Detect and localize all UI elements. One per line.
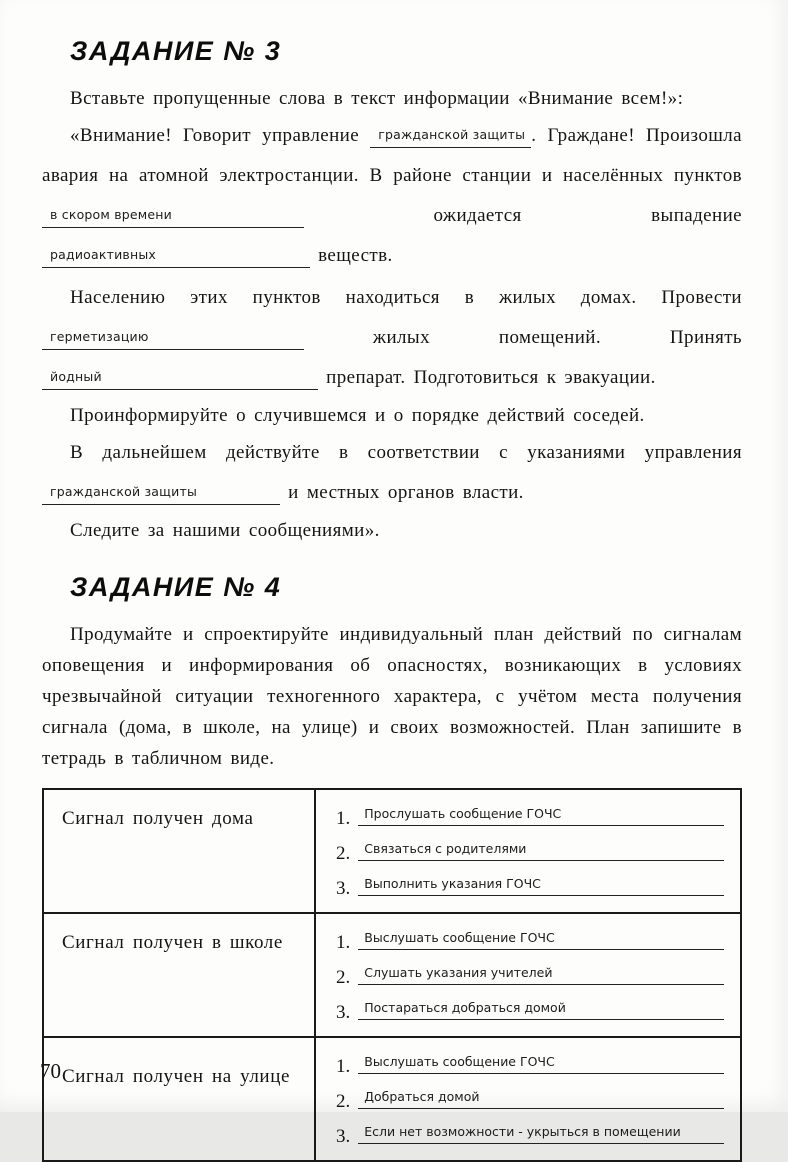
row-label: Сигнал получен дома <box>62 808 254 829</box>
item-number: 1. <box>336 808 351 829</box>
plan-item <box>336 1000 724 1023</box>
plan-item <box>336 876 724 899</box>
fill-in-blank <box>370 126 531 148</box>
handwritten-answer: гражданской защиты <box>378 127 526 142</box>
plan-item <box>336 1089 724 1112</box>
task3-paragraph-3 <box>42 400 742 431</box>
plan-item <box>336 841 724 864</box>
handwritten-answer: Добраться домой <box>364 1089 480 1104</box>
text-segment: . Граждане! Произошла авария на атомной электростанции. В районе станции и населённых пунктов <box>42 125 742 186</box>
row-label: Сигнал получен в школе <box>62 932 283 953</box>
plan-item <box>336 1124 724 1147</box>
answer-line <box>358 1089 724 1109</box>
text-segment: Проинформируйте о случившемся и о порядке действий соседей. <box>70 405 645 426</box>
task3-paragraph-5 <box>42 515 742 546</box>
answer-line <box>358 1054 724 1074</box>
item-number: 1. <box>336 932 351 953</box>
handwritten-answer: йодный <box>50 369 102 384</box>
table-row <box>43 789 741 913</box>
handwritten-answer: в скором времени <box>50 207 173 222</box>
plan-table <box>42 788 742 1162</box>
answer-line <box>358 965 724 985</box>
answer-line <box>358 806 724 826</box>
row-items-cell <box>315 1037 741 1161</box>
row-label-cell <box>43 1037 315 1161</box>
fill-in-blank <box>42 483 280 505</box>
text-segment: жилых помещений. Принять <box>304 327 742 348</box>
task4-intro <box>42 619 742 774</box>
text-segment: В дальнейшем действуйте в соответствии с указаниями управления <box>70 442 742 463</box>
table-row <box>43 1037 741 1161</box>
item-number: 1. <box>336 1056 351 1077</box>
answer-line <box>358 930 724 950</box>
task3-paragraph-2 <box>42 278 742 398</box>
handwritten-answer: Выслушать сообщение ГОЧС <box>364 930 555 945</box>
handwritten-answer: герметизацию <box>50 329 149 344</box>
plan-item <box>336 806 724 829</box>
row-items-cell <box>315 913 741 1037</box>
plan-item <box>336 1054 724 1077</box>
handwritten-answer: Выполнить указания ГОЧС <box>364 876 541 891</box>
plan-item <box>336 930 724 953</box>
task3-paragraph-1 <box>42 116 742 276</box>
handwritten-answer: Постараться добраться домой <box>364 1000 566 1015</box>
handwritten-answer: гражданской защиты <box>50 484 198 499</box>
item-number: 2. <box>336 1091 351 1112</box>
row-label: Сигнал получен на улице <box>62 1066 291 1087</box>
text-segment: и местных органов власти. <box>280 482 524 503</box>
task4-heading: ЗАДАНИЕ № 4 <box>70 572 282 602</box>
text-segment: «Внимание! Говорит управление <box>70 125 371 146</box>
text-segment: веществ. <box>310 245 393 266</box>
handwritten-answer: Если нет возможности - укрыться в помещении <box>364 1124 681 1139</box>
plan-item <box>336 965 724 988</box>
task3-intro-text: Вставьте пропущенные слова в текст информации «Внимание всем!»: <box>70 88 684 109</box>
answer-line <box>358 1000 724 1020</box>
handwritten-answer: Прослушать сообщение ГОЧС <box>364 806 562 821</box>
fill-in-blank <box>42 246 310 268</box>
table-row <box>43 913 741 1037</box>
row-label-cell <box>43 913 315 1037</box>
task3-intro <box>42 83 742 114</box>
page-number: 70 <box>40 1059 61 1083</box>
text-segment: Следите за нашими сообщениями». <box>70 520 380 541</box>
text-segment: препарат. Подготовиться к эвакуации. <box>318 367 656 388</box>
task3-paragraph-4 <box>42 433 742 513</box>
row-items-cell <box>315 789 741 913</box>
text-segment: Населению этих пунктов находиться в жилых домах. Провести <box>70 287 742 308</box>
row-label-cell <box>43 789 315 913</box>
item-number: 3. <box>336 1126 351 1147</box>
text-segment: ожидается выпадение <box>304 205 742 226</box>
handwritten-answer: радиоактивных <box>50 247 157 262</box>
fill-in-blank <box>42 328 304 350</box>
handwritten-answer: Слушать указания учителей <box>364 965 553 980</box>
fill-in-blank <box>42 206 304 228</box>
item-number: 3. <box>336 1002 351 1023</box>
handwritten-answer: Связаться с родителями <box>364 841 527 856</box>
task4-intro-text: Продумайте и спроектируйте индивидуальный план действий по сигналам оповещения и информирования об опасностях, возникающих в условиях чрезвычайной ситуации техногенного характера, с учётом места получения сигнала (дома, в школе, на улице) и своих возможностей. План запишите в тетрадь в табличном виде. <box>42 624 742 769</box>
item-number: 2. <box>336 843 351 864</box>
answer-line <box>358 876 724 896</box>
task3-heading: ЗАДАНИЕ № 3 <box>70 36 282 66</box>
item-number: 2. <box>336 967 351 988</box>
fill-in-blank <box>42 368 318 390</box>
item-number: 3. <box>336 878 351 899</box>
handwritten-answer: Выслушать сообщение ГОЧС <box>364 1054 555 1069</box>
answer-line <box>358 1124 724 1144</box>
answer-line <box>358 841 724 861</box>
